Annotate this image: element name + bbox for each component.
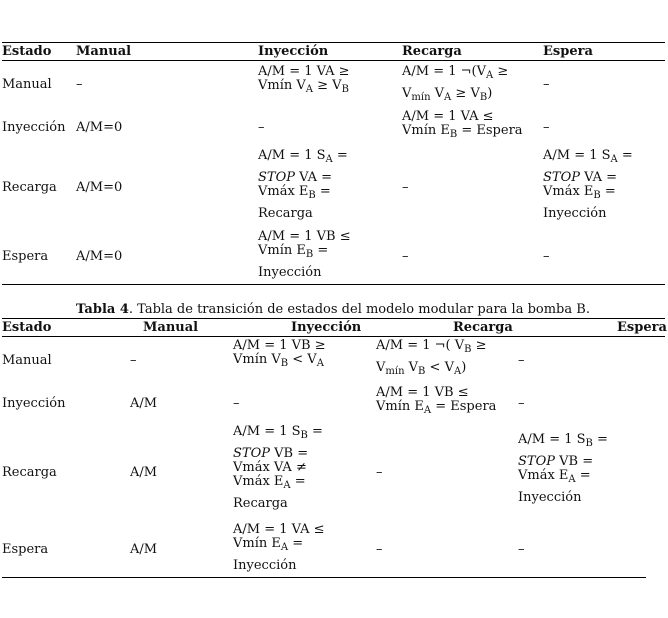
cell-inyeccion: A/M = 1 VB ≤ Vmín $E_B$ = Inyección xyxy=(258,229,351,280)
table-caption: Tabla 4. Tabla de transición de estados del modelo modular para la bomba B. xyxy=(76,302,590,317)
table-a-header-rule xyxy=(2,60,665,61)
cell-manual: A/M xyxy=(130,542,158,557)
cell-espera: – xyxy=(543,249,550,264)
cell-recarga: A/M = 1 VA ≤ Vmín $E_B$ = Espera xyxy=(402,109,523,140)
table-a-header-inyeccion: Inyección xyxy=(258,44,329,59)
cell-recarga: A/M = 1 $\neg(V_A$ ≥ $V_{mín}$ $V_A \ge V_B$) xyxy=(402,64,509,103)
cell-manual: – xyxy=(130,353,137,368)
cell-recarga: – xyxy=(402,180,409,195)
cell-inyeccion: A/M = 1 $S_A$ = STOP VA = Vmáx $E_B$ = Recarga xyxy=(258,148,348,221)
cell-manual: A/M xyxy=(130,465,158,480)
cell-espera: – xyxy=(543,77,550,92)
cell-inyeccion: A/M = 1 VA ≥ Vmín $V_A \ge V_B$ xyxy=(258,64,350,95)
row-label: Recarga xyxy=(2,180,57,195)
table-b-header-inyeccion: Inyección xyxy=(291,320,362,335)
table-a-header-estado: Estado xyxy=(2,44,52,59)
table-b-top-rule xyxy=(2,318,665,319)
cell-inyeccion: A/M = 1 $S_B$ = STOP VB = Vmáx VA ≠ Vmáx $E_A$ = Recarga xyxy=(233,424,323,511)
table-a-header-recarga: Recarga xyxy=(402,44,462,59)
cell-inyeccion: A/M = 1 VA ≤ Vmín $E_A$ = Inyección xyxy=(233,522,325,573)
row-label: Manual xyxy=(2,353,52,368)
table-a-header-manual: Manual xyxy=(76,44,132,59)
cell-manual: A/M xyxy=(130,396,158,411)
cell-recarga: A/M = 1 VB ≤ Vmín $E_A$ = Espera xyxy=(376,385,497,416)
cell-espera: – xyxy=(543,120,550,135)
row-label: Inyección xyxy=(2,396,66,411)
table-b-header-recarga: Recarga xyxy=(453,320,513,335)
table-b-header-manual: Manual xyxy=(143,320,199,335)
cell-inyeccion: – xyxy=(233,396,240,411)
cell-inyeccion: – xyxy=(258,120,265,135)
table-b-header-estado: Estado xyxy=(2,320,52,335)
table-a-bottom-rule xyxy=(2,284,665,285)
cell-manual: A/M=0 xyxy=(76,120,123,135)
cell-recarga: – xyxy=(376,542,383,557)
cell-espera: A/M = 1 $S_A$ = STOP VA = Vmáx $E_B$ = Inyección xyxy=(543,148,633,221)
row-label: Espera xyxy=(2,542,49,557)
table-b-header-espera: Espera xyxy=(617,320,667,335)
cell-espera: – xyxy=(518,353,525,368)
cell-recarga: A/M = 1 ¬( $V_B$ ≥ $V_{mín}$ $V_B < V_A$) xyxy=(376,338,487,377)
cell-espera: A/M = 1 $S_B$ = STOP VB = Vmáx $E_A$ = Inyección xyxy=(518,432,608,505)
cell-espera: – xyxy=(518,542,525,557)
cell-espera: – xyxy=(518,396,525,411)
cell-manual: – xyxy=(76,77,83,92)
row-label: Recarga xyxy=(2,465,57,480)
cell-recarga: – xyxy=(376,465,383,480)
row-label: Manual xyxy=(2,77,52,92)
table-a-top-rule xyxy=(2,42,665,43)
cell-manual: A/M=0 xyxy=(76,249,123,264)
cell-recarga: – xyxy=(402,249,409,264)
table-b-bottom-rule xyxy=(2,577,646,578)
row-label: Espera xyxy=(2,249,49,264)
row-label: Inyección xyxy=(2,120,66,135)
cell-inyeccion: A/M = 1 VB ≥ Vmín $V_B < V_A$ xyxy=(233,338,326,369)
cell-manual: A/M=0 xyxy=(76,180,123,195)
table-a-header-espera: Espera xyxy=(543,44,593,59)
table-b-header-rule xyxy=(2,336,665,337)
